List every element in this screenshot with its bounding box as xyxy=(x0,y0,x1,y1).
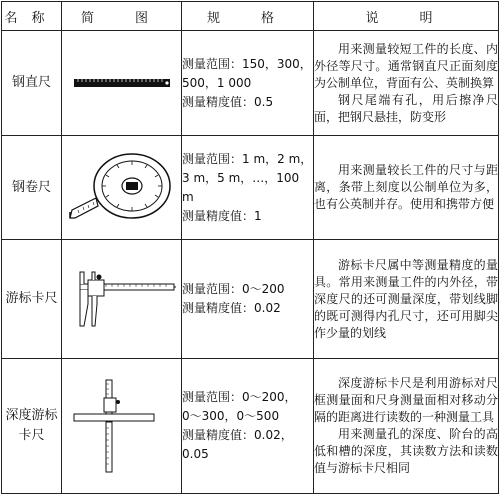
steel-ruler-icon xyxy=(72,73,172,93)
header-desc: 说 明 xyxy=(314,2,499,31)
spec-line: 3 m，5 m，…，100 m xyxy=(182,170,300,204)
spec-line: 测量精度值：1 xyxy=(182,208,262,223)
header-spec: 规 格 xyxy=(182,2,314,31)
desc-paragraph: 用来测量较长工件的尺寸与距离，条带上刻度以公制单位为多，也有公英制并存。使用和携带方便 xyxy=(314,163,498,211)
spec-line: 0.05 xyxy=(182,447,209,461)
tape-measure-icon xyxy=(66,148,178,228)
desc-cell xyxy=(314,136,499,240)
measuring-tools-table xyxy=(1,1,499,494)
vernier-caliper-icon xyxy=(66,264,178,334)
desc-paragraph: 深度游标卡尺是利用游标对尺框测量面和尺身测量面相对移动分隔的距离进行读数的一种测量工具 xyxy=(314,376,498,424)
desc-cell xyxy=(314,240,499,359)
desc-paragraph: 游标卡尺属中等测量精度的量具。常用来测量工件的内外径，带深度尺的还可测量深度，带划线脚的既可测得内孔尺寸，还可用脚尖作少量的划线 xyxy=(314,257,498,340)
spec-cell xyxy=(182,240,314,359)
spec-line: 测量精度值：0.02， xyxy=(182,428,293,442)
spec-cell xyxy=(182,359,314,494)
spec-line: 测量范围：0～200， xyxy=(182,390,297,404)
spec-line: 测量精度值：0.5 xyxy=(182,94,274,109)
desc-cell xyxy=(314,31,499,136)
spec-line: 0～300，0～500 xyxy=(182,409,280,423)
tool-name: 钢直尺 xyxy=(2,31,62,136)
spec-line: 测量精度值：0.02 xyxy=(182,301,281,315)
steel-ruler-diagram xyxy=(62,31,182,136)
tape-measure-diagram xyxy=(62,136,182,240)
desc-paragraph: 用来测量孔的深度、阶台的高低和槽的深度，其读数方法和读数值与游标卡尺相同 xyxy=(314,427,498,475)
header-diagram: 简 图 xyxy=(62,2,182,31)
table-row xyxy=(2,240,499,359)
spec-line: 测量范围：0～200 xyxy=(182,282,285,296)
desc-paragraph: 用来测量较短工件的长度、内外径等尺寸。通常钢直尺正面刻度为公制单位，背面有公、英制换算 xyxy=(314,41,498,90)
tool-name: 钢卷尺 xyxy=(2,136,62,240)
spec-cell xyxy=(182,136,314,240)
tool-name: 游标卡尺 xyxy=(2,240,62,359)
header-name: 名称 xyxy=(2,2,62,31)
desc-paragraph: 钢尺尾端有孔，用后擦净尺面，把钢尺悬挂，防变形 xyxy=(314,92,498,124)
tool-name: 深度游标卡尺 xyxy=(2,359,62,494)
depth-caliper-icon xyxy=(66,376,178,476)
vernier-caliper-diagram xyxy=(62,240,182,359)
table-row xyxy=(2,136,499,240)
spec-line: 测量范围：150，300， xyxy=(182,56,312,71)
table-row xyxy=(2,359,499,494)
spec-line: 500，1 000 xyxy=(182,75,252,90)
spec-line: 测量范围：1 m，2 m， xyxy=(182,151,313,166)
spec-cell xyxy=(182,31,314,136)
desc-cell xyxy=(314,359,499,494)
table-row xyxy=(2,31,499,136)
table-header-row xyxy=(2,2,499,31)
depth-caliper-diagram xyxy=(62,359,182,494)
